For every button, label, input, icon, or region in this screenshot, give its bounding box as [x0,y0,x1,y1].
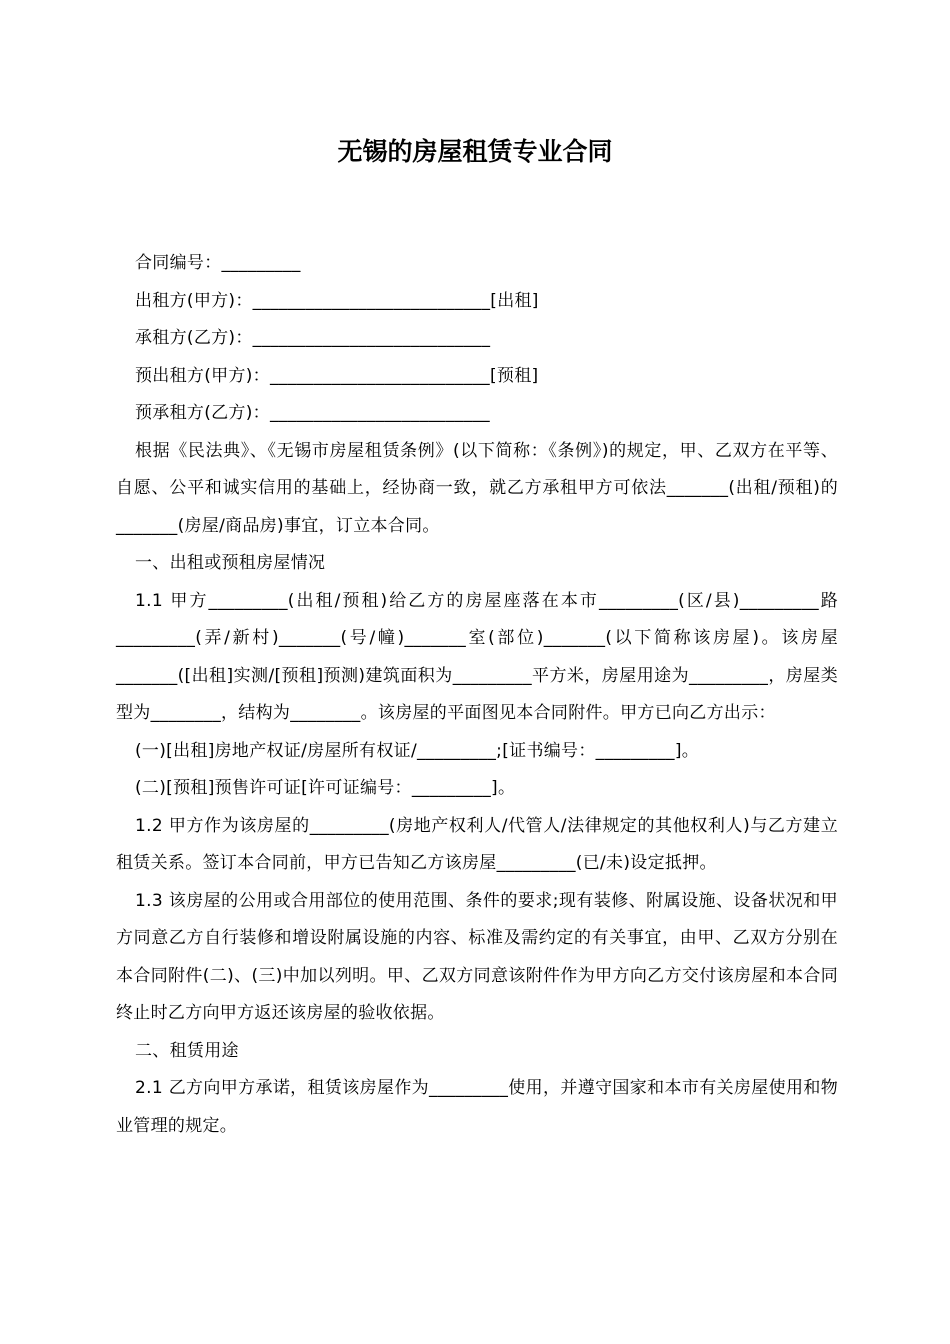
clause-2-1: 2.1 乙方向甲方承诺，租赁该房屋作为_________使用，并遵守国家和本市有关房屋使用和物业管理的规定。 [116,1078,838,1136]
preamble-paragraph: 根据《民法典》、《无锡市房屋租赁条例》(以下简称：《条例》)的规定，甲、乙双方在平等、自愿、公平和诚实信用的基础上，经协商一致，就乙方承租甲方可依法_______(出租/预租)的_______(房屋/商品房)事宜，订立本合同。 [116,440,838,536]
contract-number-line: 合同编号：_________ [135,253,301,273]
document-title: 无锡的房屋租赁专业合同 [337,137,613,166]
clause-1-3: 1.3 该房屋的公用或合用部位的使用范围、条件的要求;现有装修、附属设施、设备状况和甲方同意乙方自行装修和增设附属设施的内容、标准及需约定的有关事宜，由甲、乙双方分别在本合同附件(二)、(三)中加以列明。甲、乙双方同意该附件作为甲方向乙方交付该房屋和本合同终止时乙方向甲方返还该房屋的验收依据。 [116,890,838,1023]
pre-lessee-line: 预承租方(乙方)：_________________________ [135,403,490,423]
lessee-line: 承租方(乙方)：___________________________ [135,328,491,348]
document-body [116,245,838,1145]
section-heading-2: 二、租赁用途 [135,1040,239,1061]
lessor-line: 出租方(甲方)：___________________________[出租] [135,290,539,311]
section-heading-1: 一、出租或预租房屋情况 [135,553,326,573]
clause-1-2: 1.2 甲方作为该房屋的_________(房地产权利人/代管人/法律规定的其他权利人)与乙方建立租赁关系。签订本合同前，甲方已告知乙方该房屋_________(已/未)设定抵押。 [116,815,838,873]
clause-1-1-item-1: (一)[出租]房地产权证/房屋所有权证/_________;[证书编号：_________]。 [135,740,700,761]
clause-1-1: 1.1 甲方_________(出租/预租)给乙方的房屋座落在本市_________(区/县)_________路_________(弄/新村)_______(号/幢)_______室(部位)_______(以下简称该房屋)。该房屋_______([出租]实测/[预租]预测)建筑面积为_________平方米，房屋用途为_________，房屋类型为________，结构为________。该房屋的平面图见本合同附件。甲方已向乙方出示： [116,590,838,723]
pre-lessor-line: 预出租方(甲方)：_________________________[预租] [135,365,539,386]
clause-1-1-item-2: (二)[预租]预售许可证[许可证编号：_________]。 [135,778,516,798]
